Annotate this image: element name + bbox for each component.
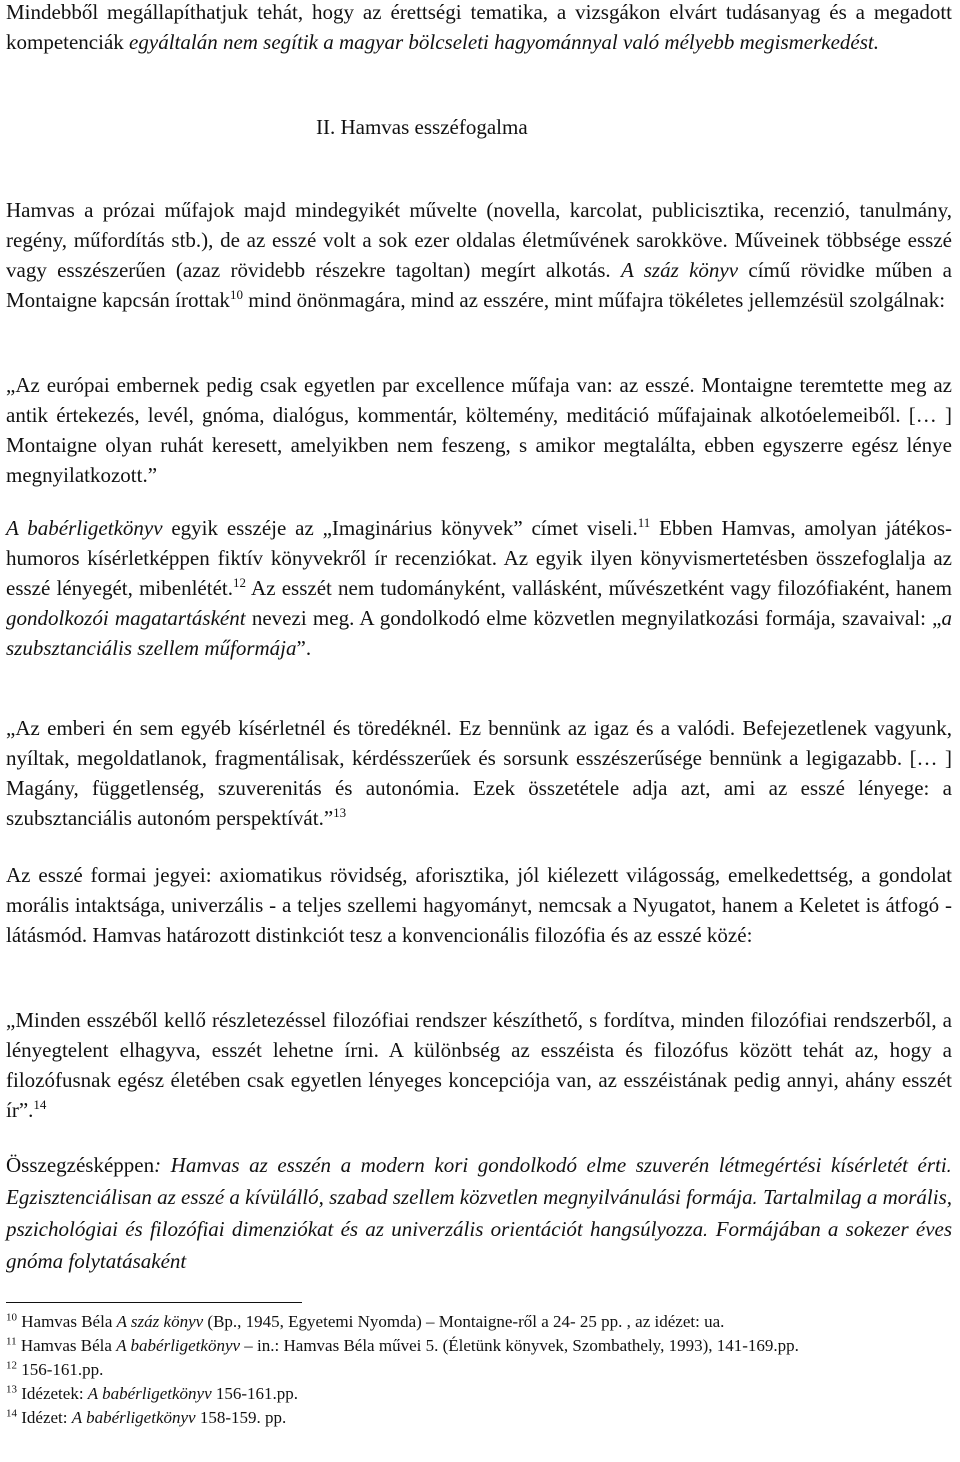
footnote-text: Hamvas Béla <box>16 1336 117 1355</box>
summary-text: Formájában a sokezer éves gnóma folytatásaként <box>6 1217 953 1273</box>
summary-text: Tartalmilag a morális, pszichológiai és filozófiai dimenziókat és az univerzális orientációt hangsúlyozza <box>6 1185 952 1241</box>
summary-punct: . <box>752 1188 764 1209</box>
footnote-ref[interactable]: 14 <box>33 1097 47 1112</box>
footnote-ref[interactable]: 10 <box>229 287 243 302</box>
footnote-text: Idézet: <box>17 1408 72 1427</box>
paragraph-text: Hamvas a prózai műfajok majd mindegyikét művelte (novella, karcolat, publicisztika, recenzió, tanulmány, regény, műfordítás stb.), de az esszé volt a sok ezer oldalas életművének sarokköve. Műveinek többsége esszé vagy esszészerűen (azaz rövidebb részekre tagoltan) megírt alkotás. <box>6 198 952 282</box>
summary-text: Egzisztenciálisan az esszé a kívülálló, szabad szellem közvetlen megnyilvánulási formája <box>6 1185 753 1209</box>
intro-emphasis: egyáltalán nem segítik a magyar bölcseleti hagyománnyal való mélyebb megismerkedést <box>129 30 874 54</box>
quote-montaigne: „Az európai embernek pedig csak egyetlen par excellence műfaja van: az esszé. Montaigne teremtette meg az antik értekezés, levél, gnóma, dialógus, kommentár, költemény, meditáció műfajainak alkotóelemeiből. [… ] Montaigne olyan ruhát keresett, amelyikben nem feszeng, s amikor megtalálta, ebben egyszerre egész lénye megnyilatkozott.” <box>6 373 952 487</box>
footnote-ref[interactable]: 13 <box>333 805 347 820</box>
footnote-divider <box>6 1302 302 1303</box>
footnote-text: Idézetek: <box>17 1384 88 1403</box>
summary-paragraph <box>6 1150 952 1277</box>
footnote-number: 11 <box>6 1335 17 1348</box>
quote-text: „Az emberi én sem egyéb kísérletnél és töredéknél. Ez bennünk az igaz és a valódi. Befejezetlenek vagyunk, nyíltak, megoldatlanok, fragmentálisak, kérdésszerűek és sorsunk esszészerűsége bennünk a legigazabb. [… ] Magány, függetlenség, szuverenitás és autonómia. Ezek összetétele adja azt, ami az esszé lényege: a szubsztanciális autonóm perspektívát.” <box>6 716 952 830</box>
paragraph-text: ”. <box>296 636 312 660</box>
paragraph-text: nevezi meg. A gondolkodó elme közvetlen megnyilatkozási formája, szavaival: „ <box>245 606 942 630</box>
paragraph-babérliget <box>6 513 952 663</box>
footnote-item <box>6 1382 952 1406</box>
paragraph-text: mind önönmagára, mind az esszére, mint műfajra tökéletes jellemzésül szolgálnak: <box>242 288 946 312</box>
footnote-item <box>6 1358 952 1382</box>
footnote-text: 156-161.pp. <box>17 1360 104 1379</box>
footnote-number: 14 <box>6 1407 17 1420</box>
book-title: A babérligetkönyv <box>6 516 163 540</box>
footnote-title: A száz könyv <box>116 1312 204 1331</box>
footnote-ref[interactable]: 11 <box>637 515 651 530</box>
emphasis-term: gondolkozói magatartásként <box>6 606 246 630</box>
footnote-item <box>6 1406 952 1430</box>
footnote-ref[interactable]: 12 <box>232 575 246 590</box>
paragraph-text: Ebben Hamvas, amolyan játékos-humoros kísérletképpen fiktív könyvekről ír recenziókat. Az egyik ilyen könyvismertetésben összefoglalja az esszé lényegét, mibenlétét. <box>6 516 953 600</box>
paragraph-essay-forms <box>6 195 952 315</box>
footnote-item <box>6 1334 952 1358</box>
footnote-text: Hamvas Béla <box>17 1312 117 1331</box>
footnote-number: 12 <box>6 1359 17 1372</box>
summary-punct: . <box>703 1220 716 1241</box>
summary-label: Összegzésképpen <box>6 1153 155 1177</box>
emphasis-term: a szubsztanciális szellem műformája <box>6 606 953 660</box>
footnote-text: (Bp., 1945, Egyetemi Nyomda) – Montaigne-ről a 24- 25 pp. , az idézet: ua. <box>203 1312 725 1331</box>
paragraph-formal-features: Az esszé formai jegyei: axiomatikus rövidség, aforisztika, jól kiélezett világosság, emelkedettség, a gondolat morális intaktsága, univerzális - a teljes szellemi hagyományt, nemcsak a Nyugatot, hanem a Keletet is átfogó - látásmód. Hamvas határozott distinkciót tesz a konvencionális filozófia és az esszé közé: <box>6 863 952 947</box>
quote-text: „Minden esszéből kellő részletezéssel filozófiai rendszer készíthető, s fordítva, minden filozófiai rendszerből, a lényegtelent elhagyva, esszét lehetne írni. A különbség az esszéista és filozófus között tehát az, hogy a filozófusnak egész életében csak egyetlen lényeges koncepciója van, az esszéistának pedig annyi, ahány esszét ír”. <box>6 1008 952 1122</box>
book-title: A száz könyv <box>620 258 739 282</box>
intro-text: Mindebből megállapíthatjuk tehát, hogy az érettségi tematika, a vizsgákon elvárt tudásanyag és a megadott kompetenciák <box>6 0 952 54</box>
paragraph-text: című rövidke műben a Montaigne kapcsán írottak <box>6 258 952 312</box>
footnote-item <box>6 1310 952 1334</box>
intro-paragraph <box>6 0 952 57</box>
paragraph-text: egyik esszéje az „Imaginárius könyvek” címet viseli. <box>162 516 638 540</box>
section-heading: II. Hamvas esszéfogalma <box>316 115 528 139</box>
footnote-title: A babérligetkönyv <box>87 1384 212 1403</box>
footnote-title: A babérligetkönyv <box>116 1336 241 1355</box>
footnotes <box>6 1310 952 1430</box>
quote-essayist-philosopher <box>6 1005 952 1125</box>
footnote-text: – in.: Hamvas Béla művei 5. (Életünk könyvek, Szombathely, 1993), 141-169.pp. <box>240 1336 799 1355</box>
footnote-number: 13 <box>6 1383 17 1396</box>
footnote-text: 156-161.pp. <box>211 1384 299 1403</box>
summary-text: : Hamvas az esszén a modern kori gondolkodó elme szuverén létmegértési kísérletét érti <box>154 1153 947 1177</box>
footnote-number: 10 <box>6 1311 17 1324</box>
footnote-title: A babérligetkönyv <box>71 1408 196 1427</box>
quote-human-self <box>6 713 952 833</box>
intro-end: . <box>873 30 880 54</box>
summary-punct: . <box>946 1156 952 1177</box>
footnote-text: 158-159. pp. <box>195 1408 287 1427</box>
paragraph-text: Az esszét nem tudományként, vallásként, művészetként vagy filozófiaként, hanem <box>245 576 952 600</box>
